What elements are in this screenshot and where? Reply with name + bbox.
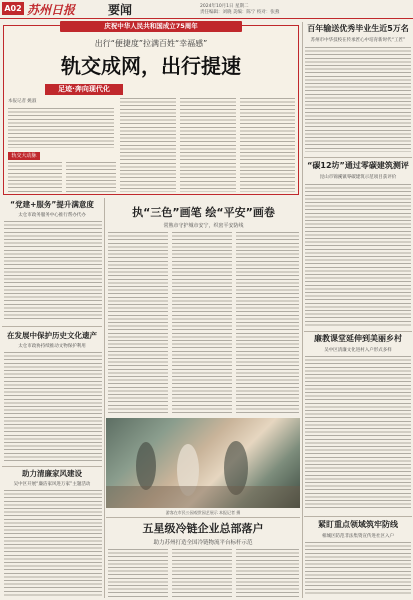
masthead-rule <box>0 18 413 19</box>
paper-name: 苏州日报 <box>27 3 76 17</box>
lead-kicker: 出行“便捷度”拉满百姓“幸福感” <box>94 39 208 48</box>
figure-1 <box>136 442 156 490</box>
table-display <box>106 486 300 508</box>
left-rule-1 <box>2 326 102 327</box>
left-c-headline: 助力清廉家风建设 <box>22 469 82 478</box>
bottom-story-headline: 五星级冷链企业总部落户 <box>142 522 264 535</box>
mid-story-col3 <box>236 232 299 414</box>
section-name: 要闻 <box>108 3 133 17</box>
lead-col2-text <box>66 162 116 192</box>
lead-intro-text <box>8 108 114 148</box>
mid-story-col1 <box>108 232 168 414</box>
lead-section-tag: 足迹·奔向现代化 <box>45 84 123 95</box>
masthead <box>0 0 413 18</box>
right-column-rule <box>302 22 303 598</box>
lead-headline: 轨交成网，出行提速 <box>61 54 241 78</box>
right-mid-subhead: 昆山市锦溪镇零碳建筑示范项目获评价 <box>319 175 397 180</box>
right-low-headline: 廉教课堂延伸到美丽乡村 <box>314 334 402 343</box>
lead-col4-text <box>180 98 236 192</box>
anniversary-banner: 庆祝中华人民共和国成立75周年 <box>60 21 242 32</box>
right-bottom-text <box>305 542 411 596</box>
right-top-subhead: 苏州市中华技校在传承匠心中培育新时代“工匠” <box>310 38 406 43</box>
left-b-headline: 在发展中保护历史文化遗产 <box>7 331 97 340</box>
photo-figures <box>106 418 300 508</box>
left-rule-2 <box>2 466 102 467</box>
bottom-story-col3 <box>236 549 299 597</box>
right-mid-headline: “碳12坊”通过零碳建筑测评 <box>307 161 409 170</box>
right-low-text <box>305 356 411 511</box>
right-rule-1 <box>304 157 412 158</box>
left-a-headline: “党建+服务”提升满意度 <box>10 200 94 209</box>
news-photo <box>106 418 300 508</box>
right-low-subhead: 吴中区清廉文化进村入户形式多样 <box>324 348 392 353</box>
photo-caption: 游客在市民公园观赏园艺展示 本报记者 摄 <box>165 510 241 515</box>
right-rule-3 <box>304 516 412 517</box>
lead-subhead-box: 轨交大动脉 <box>8 152 40 160</box>
page-number: A02 <box>2 2 24 15</box>
right-top-text <box>305 47 411 152</box>
right-mid-text <box>305 184 411 326</box>
bottom-story-col1 <box>108 549 168 597</box>
editor-line: 责任编辑：刘晓 美编：陈宁 校对：张燕 <box>200 10 280 15</box>
lead-col1-text <box>8 162 62 192</box>
right-top-headline: 百年输送优秀毕业生近5万名 <box>307 24 409 33</box>
left-a-subhead: 太仓市政务服务中心推行帮办代办 <box>18 213 86 218</box>
right-rule-2 <box>304 331 412 332</box>
left-a-text <box>4 221 102 321</box>
mid-story-col2 <box>172 232 232 414</box>
lead-byline: 本报记者 姚淑 <box>8 99 37 104</box>
right-bottom-headline: 紧盯重点领域筑牢防线 <box>318 520 398 529</box>
lead-col3-text <box>120 98 176 192</box>
mid-story-headline: 执“三色”画笔 绘“平安”画卷 <box>132 206 275 219</box>
left-b-subhead: 太仓市政协持续推动文物保护利用 <box>18 344 86 349</box>
lead-col5-text <box>240 98 295 192</box>
bottom-story-col2 <box>172 549 232 597</box>
left-c-text <box>4 490 102 596</box>
mid-story-subhead: 常熟市守护城市安宁，织密平安防线 <box>163 223 244 229</box>
left-c-subhead: 吴中区开展“廉洁家风进万家”主题活动 <box>13 482 91 487</box>
left-b-text <box>4 352 102 462</box>
bottom-story-subhead: 助力苏州打造全国冷链物流平台标杆示范 <box>153 540 253 546</box>
bottom-story-rule <box>106 517 300 518</box>
right-bottom-subhead: 相城区防范非法集资宣传进社区入户 <box>322 534 394 539</box>
date-line: 2024年10月1日 星期二 <box>200 4 249 9</box>
left-column-rule <box>104 198 105 598</box>
